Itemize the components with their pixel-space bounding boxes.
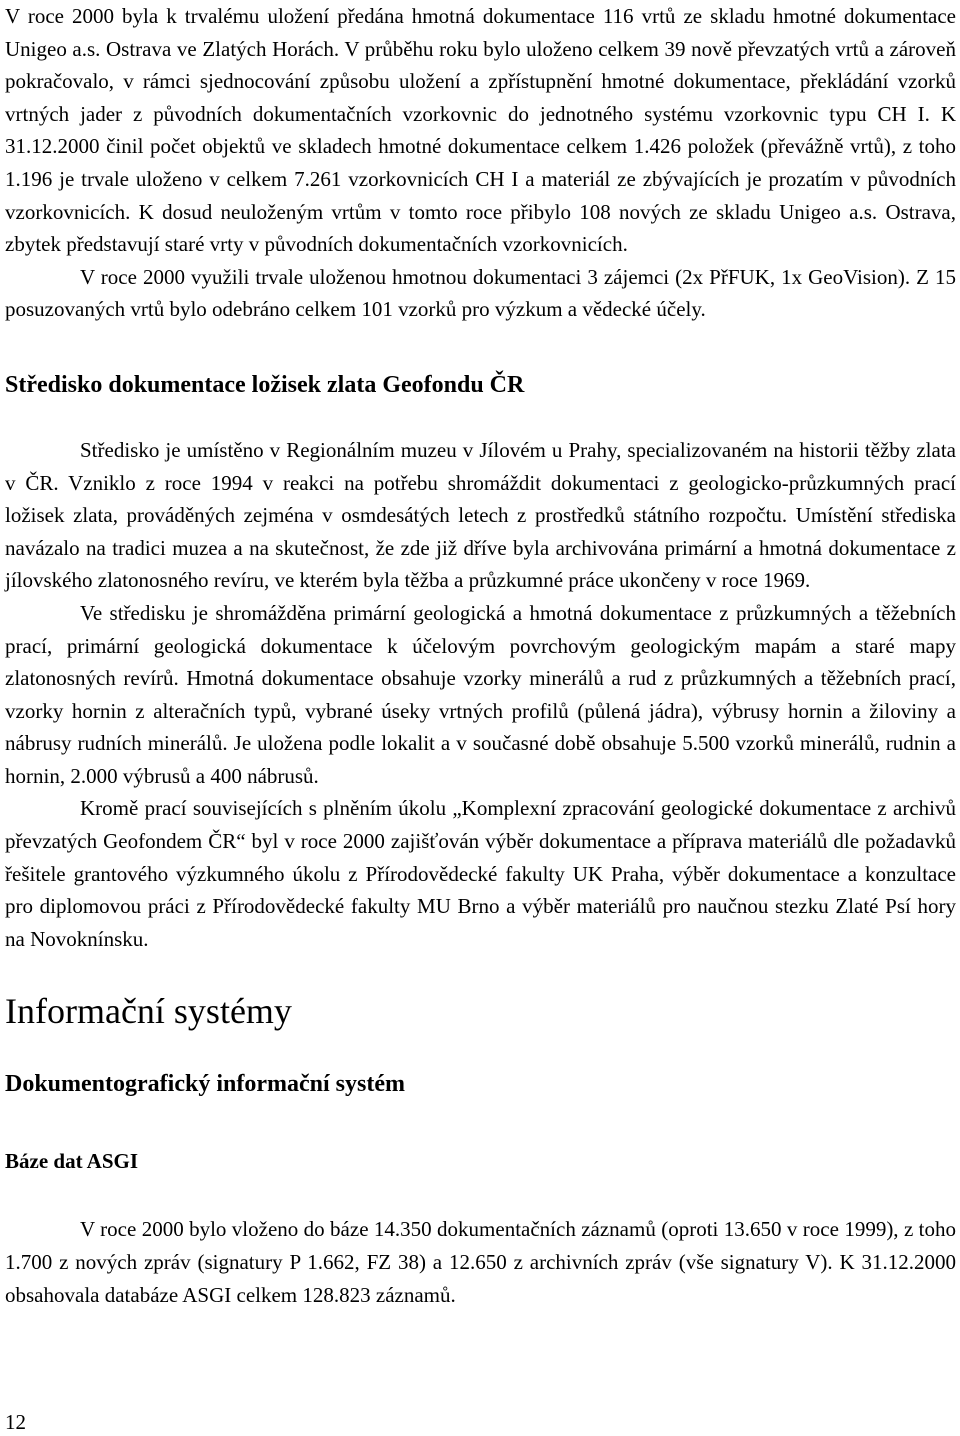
gold-paragraph-2: Ve středisku je shromážděna primární geologická a hmotná dokumentace z průzkumných a těžebních prací, primární geologická dokumentace k účelovým povrchovým geologickým mapám a staré mapy zlatonosných revírů. Hmotná dokumentace obsahuje vzorky minerálů a rud z průzkumných a těžebních prací, vzorky hornin z alteračních typů, vybrané úseky vrtných profilů (půlená jádra), výbrusy hornin a žiloviny a nábrusy rudních minerálů. Je uložena podle lokalit a v současné době obsahuje 5.500 vzorků minerálů, rudnin a hornin, 2.000 výbrusů a 400 nábrusů. (5, 600, 956, 788)
gold-paragraph-3: Kromě prací souvisejících s plněním úkolu „Komplexní zpracování geologické dokumentace z archivů převzatých Geofondem ČR“ byl v roce 2000 zajišťován výběr dokumentace a příprava materiálů dle požadavků řešitele grantového výzkumného úkolu z Přírodovědecké fakulty UK Praha, výběr dokumentace a konzultace pro diplomovou práci z Přírodovědecké fakulty MU Brno a výběr materiálů pro naučnou stezku Zlaté Psí hory na Novoknínsku. (5, 796, 956, 951)
page-number: 12 (5, 1410, 26, 1434)
subheading-documentographic-system: Dokumentografický informační systém (5, 1071, 405, 1098)
intro-paragraph-2: V roce 2000 využili trvale uloženou hmotnou dokumentaci 3 zájemci (2x PřFUK, 1x GeoVision). Z 15 posuzovaných vrtů bylo odebráno celkem 101 vzorků pro výzkum a vědecké účely. (5, 264, 956, 322)
document-page (5, 0, 956, 1311)
minor-heading-asgi: Báze dat ASGI (5, 1149, 139, 1174)
gold-paragraph-1: Středisko je umístěno v Regionálním muzeu v Jílovém u Prahy, specializovaném na historii těžby zlata v ČR. Vzniklo z roce 1994 v reakci na potřebu shromáždit dokumentaci z geologicko-průzkumných prací ložisek zlata, prováděných zejména v osmdesátých letech z prostředků státního rozpočtu. Umístění střediska navázalo na tradici muzea a na skutečnost, že zde již dříve byla archivována primární a hmotná dokumentace z jílovského zlatonosného revíru, ve kterém byla těžba a průzkumné práce ukončeny v roce 1969. (5, 437, 956, 593)
intro-paragraph-1: V roce 2000 byla k trvalému uložení předána hmotná dokumentace 116 vrtů ze skladu hmotné dokumentace Unigeo a.s. Ostrava ve Zlatých Horách. V průběhu roku bylo uloženo celkem 39 nově převzatých vrtů a zároveň pokračovalo, v rámci sjednocování způsobu uložení a zpřístupnění hmotné dokumentace, překládání vzorků vrtných jader z původních dokumentačních vzorkovnic do jednotného systému vzorkovnic typu CH I. K 31.12.2000 činil počet objektů ve skladech hmotné dokumentace celkem 1.426 položek (převážně vrtů), z toho 1.196 je trvale uloženo v celkem 7.261 vzorkovnicích CH I a materiál ze zbývajících je prozatím v původních vzorkovnicích. K dosud neuloženým vrtům v tomto roce přibylo 108 nových ze skladu Unigeo a.s. Ostrava, zbytek představují staré vrty v původních dokumentačních vzorkovnicích. (5, 4, 956, 257)
section-heading-gold-center: Středisko dokumentace ložisek zlata Geofondu ČR (5, 371, 525, 398)
asgi-paragraph: V roce 2000 bylo vloženo do báze 14.350 dokumentačních záznamů (oproti 13.650 v roce 1999), z toho 1.700 z nových zpráv (signatury P 1.662, FZ 38) a 12.650 z archivních zpráv (vše signatury V). K 31.12.2000 obsahovala databáze ASGI celkem 128.823 záznamů. (5, 1217, 956, 1307)
section-heading-information-systems: Informační systémy (5, 991, 292, 1032)
